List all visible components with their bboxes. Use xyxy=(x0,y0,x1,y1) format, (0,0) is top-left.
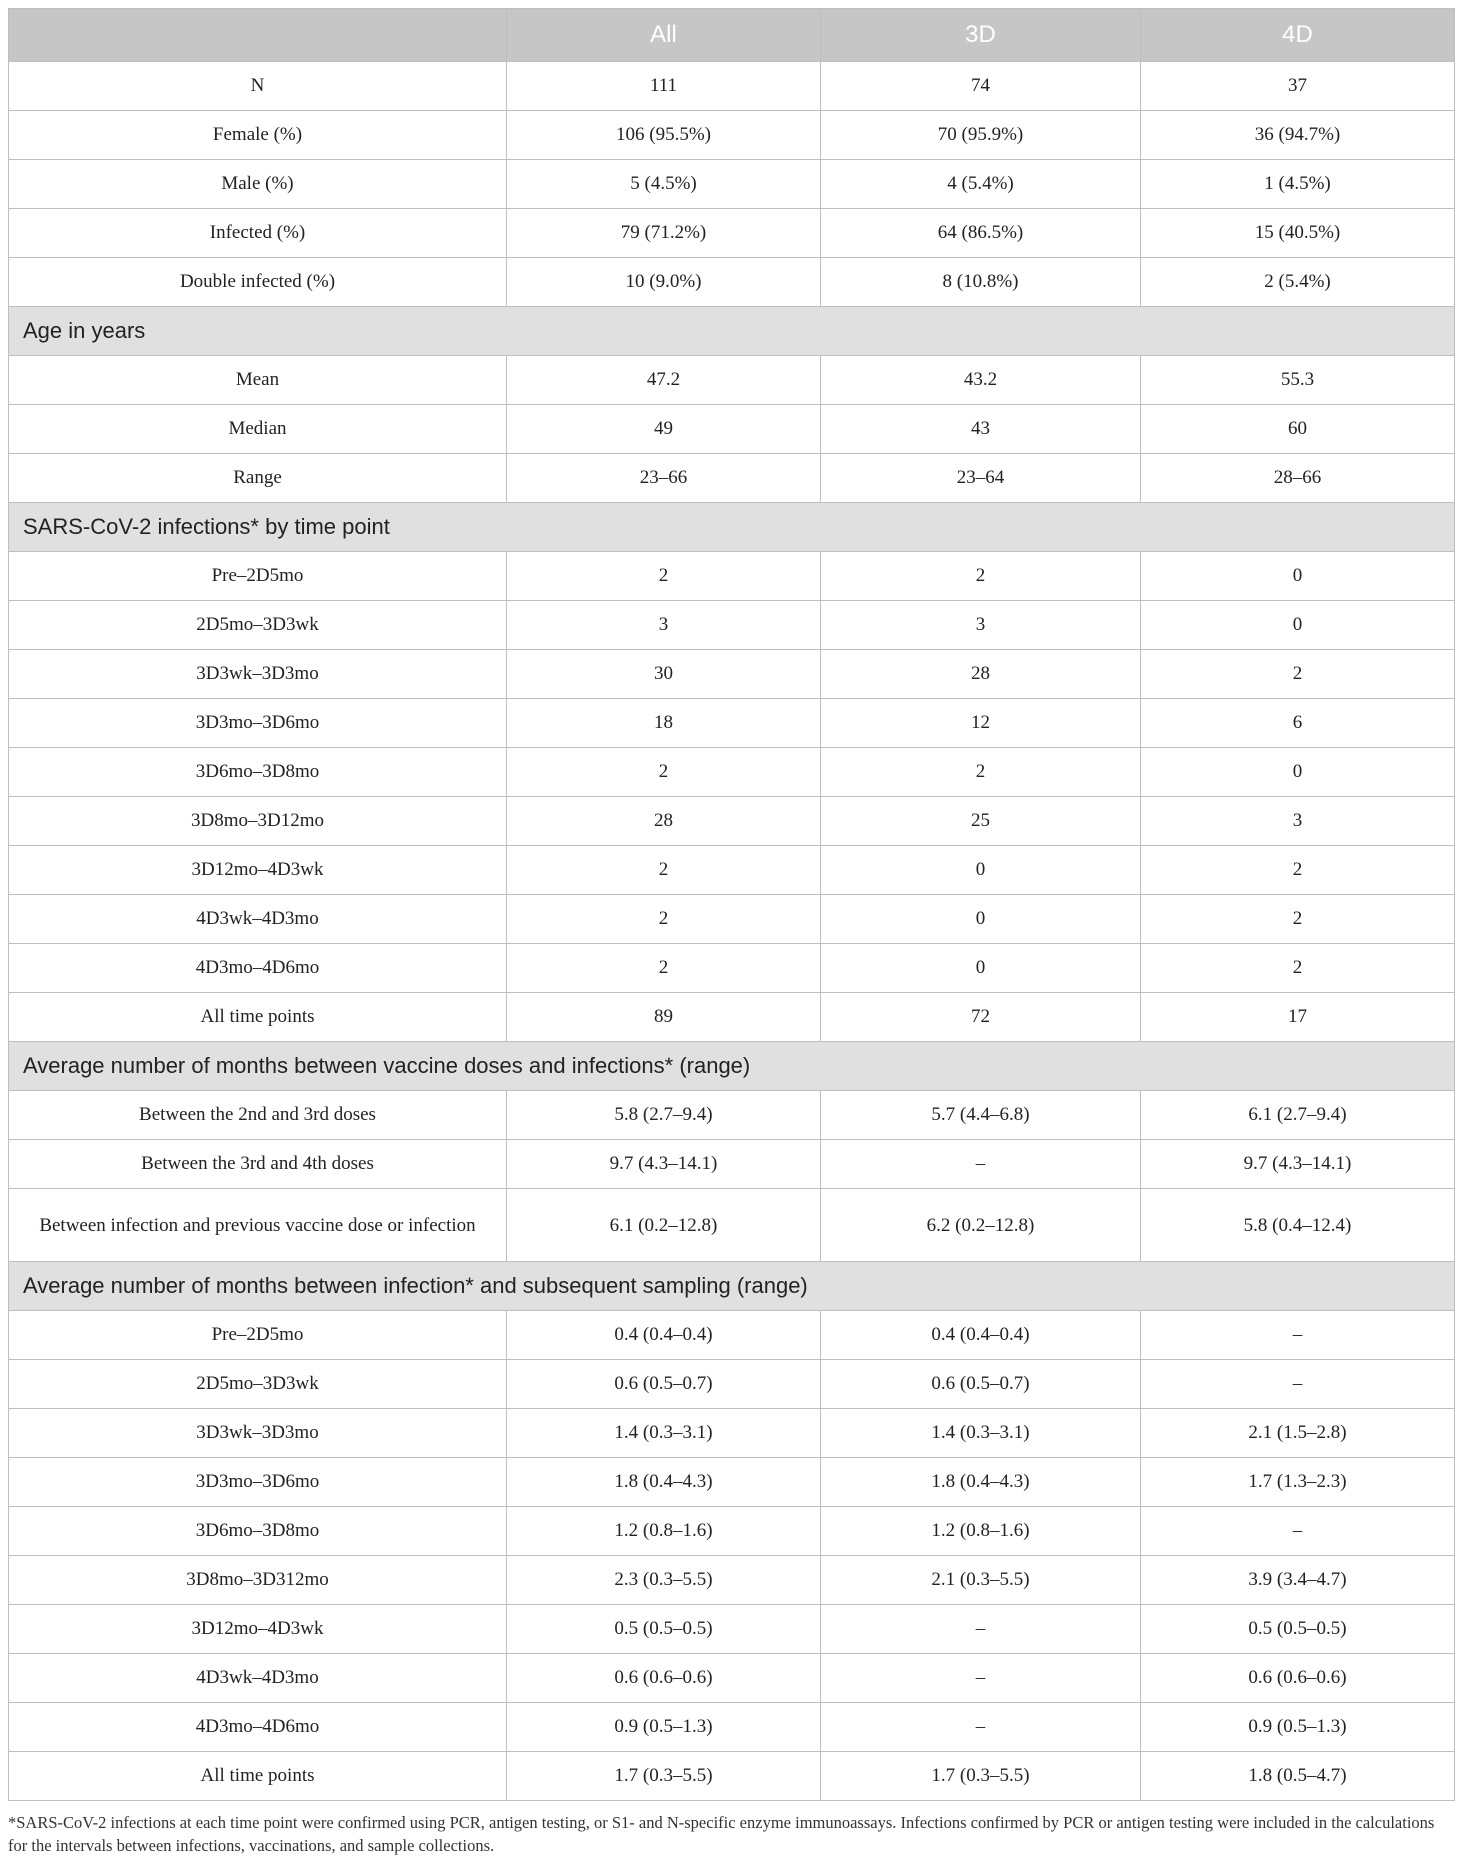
table-row xyxy=(9,1556,1455,1605)
table-row xyxy=(9,1507,1455,1556)
table-body xyxy=(9,62,1455,1801)
value-4d-cell: 1.8 (0.5–4.7) xyxy=(1141,1752,1455,1801)
value-all-cell: 0.6 (0.6–0.6) xyxy=(507,1654,821,1703)
value-all-cell: 2.3 (0.3–5.5) xyxy=(507,1556,821,1605)
value-3d-cell: – xyxy=(821,1140,1141,1189)
table-row xyxy=(9,1311,1455,1360)
value-4d-cell: 0 xyxy=(1141,748,1455,797)
table-row xyxy=(9,160,1455,209)
row-label-cell: 2D5mo–3D3wk xyxy=(9,1360,507,1409)
value-all-cell: 23–66 xyxy=(507,454,821,503)
value-all-cell: 2 xyxy=(507,748,821,797)
table-row xyxy=(9,1189,1455,1262)
header-cell-all: All xyxy=(507,9,821,62)
value-all-cell: 111 xyxy=(507,62,821,111)
value-3d-cell: 0 xyxy=(821,846,1141,895)
value-3d-cell: 1.7 (0.3–5.5) xyxy=(821,1752,1141,1801)
value-4d-cell: 36 (94.7%) xyxy=(1141,111,1455,160)
row-label-cell: 4D3mo–4D6mo xyxy=(9,1703,507,1752)
value-all-cell: 0.9 (0.5–1.3) xyxy=(507,1703,821,1752)
value-4d-cell: 3.9 (3.4–4.7) xyxy=(1141,1556,1455,1605)
row-label-cell: Between the 2nd and 3rd doses xyxy=(9,1091,507,1140)
table-row xyxy=(9,258,1455,307)
value-3d-cell: 6.2 (0.2–12.8) xyxy=(821,1189,1141,1262)
table-header xyxy=(9,9,1455,62)
value-3d-cell: 72 xyxy=(821,993,1141,1042)
value-4d-cell: 0.5 (0.5–0.5) xyxy=(1141,1605,1455,1654)
value-4d-cell: 2 xyxy=(1141,944,1455,993)
value-all-cell: 5.8 (2.7–9.4) xyxy=(507,1091,821,1140)
row-label-cell: Female (%) xyxy=(9,111,507,160)
row-label-cell: Between infection and previous vaccine dose or infection xyxy=(9,1189,507,1262)
row-label-cell: Between the 3rd and 4th doses xyxy=(9,1140,507,1189)
row-label-cell: 3D8mo–3D312mo xyxy=(9,1556,507,1605)
row-label-cell: Median xyxy=(9,405,507,454)
value-3d-cell: 0 xyxy=(821,895,1141,944)
row-label-cell: 2D5mo–3D3wk xyxy=(9,601,507,650)
row-label-cell: 4D3wk–4D3mo xyxy=(9,1654,507,1703)
value-4d-cell: – xyxy=(1141,1360,1455,1409)
table-container xyxy=(8,8,1454,1857)
value-all-cell: 28 xyxy=(507,797,821,846)
row-label-cell: 3D6mo–3D8mo xyxy=(9,1507,507,1556)
value-all-cell: 3 xyxy=(507,601,821,650)
table-row xyxy=(9,111,1455,160)
table-row xyxy=(9,1140,1455,1189)
value-3d-cell: 1.8 (0.4–4.3) xyxy=(821,1458,1141,1507)
section-row xyxy=(9,307,1455,356)
value-4d-cell: 15 (40.5%) xyxy=(1141,209,1455,258)
value-3d-cell: 28 xyxy=(821,650,1141,699)
value-4d-cell: – xyxy=(1141,1507,1455,1556)
table-row xyxy=(9,699,1455,748)
value-4d-cell: 2.1 (1.5–2.8) xyxy=(1141,1409,1455,1458)
value-all-cell: 1.4 (0.3–3.1) xyxy=(507,1409,821,1458)
value-all-cell: 30 xyxy=(507,650,821,699)
value-all-cell: 6.1 (0.2–12.8) xyxy=(507,1189,821,1262)
table-row xyxy=(9,1458,1455,1507)
value-all-cell: 1.2 (0.8–1.6) xyxy=(507,1507,821,1556)
value-3d-cell: 70 (95.9%) xyxy=(821,111,1141,160)
row-label-cell: 3D3mo–3D6mo xyxy=(9,1458,507,1507)
value-3d-cell: – xyxy=(821,1654,1141,1703)
table-row xyxy=(9,1703,1455,1752)
value-3d-cell: – xyxy=(821,1605,1141,1654)
value-3d-cell: 23–64 xyxy=(821,454,1141,503)
value-3d-cell: 12 xyxy=(821,699,1141,748)
value-3d-cell: 4 (5.4%) xyxy=(821,160,1141,209)
table-row xyxy=(9,454,1455,503)
table-row xyxy=(9,944,1455,993)
row-label-cell: All time points xyxy=(9,993,507,1042)
table-row xyxy=(9,1605,1455,1654)
value-4d-cell: 17 xyxy=(1141,993,1455,1042)
value-all-cell: 2 xyxy=(507,846,821,895)
row-label-cell: 4D3mo–4D6mo xyxy=(9,944,507,993)
row-label-cell: Infected (%) xyxy=(9,209,507,258)
section-heading: Age in years xyxy=(9,307,1455,356)
value-all-cell: 0.5 (0.5–0.5) xyxy=(507,1605,821,1654)
value-all-cell: 49 xyxy=(507,405,821,454)
value-3d-cell: 2.1 (0.3–5.5) xyxy=(821,1556,1141,1605)
value-4d-cell: 0 xyxy=(1141,552,1455,601)
value-4d-cell: 9.7 (4.3–14.1) xyxy=(1141,1140,1455,1189)
value-3d-cell: 2 xyxy=(821,748,1141,797)
value-3d-cell: 43.2 xyxy=(821,356,1141,405)
value-3d-cell: 1.4 (0.3–3.1) xyxy=(821,1409,1141,1458)
row-label-cell: 3D3mo–3D6mo xyxy=(9,699,507,748)
value-all-cell: 2 xyxy=(507,552,821,601)
value-all-cell: 1.8 (0.4–4.3) xyxy=(507,1458,821,1507)
footnote: *SARS-CoV-2 infections at each time point were confirmed using PCR, antigen testing, or S1- and N-specific enzyme immunoassays. Infections confirmed by PCR or antigen testing were included in the calculations for the intervals between infections, vaccinations, and sample collections. xyxy=(8,1813,1435,1855)
row-label-cell: Double infected (%) xyxy=(9,258,507,307)
table-row xyxy=(9,797,1455,846)
row-label-cell: Pre–2D5mo xyxy=(9,552,507,601)
value-all-cell: 2 xyxy=(507,944,821,993)
value-3d-cell: 3 xyxy=(821,601,1141,650)
row-label-cell: 3D3wk–3D3mo xyxy=(9,1409,507,1458)
value-3d-cell: 64 (86.5%) xyxy=(821,209,1141,258)
value-4d-cell: 0.6 (0.6–0.6) xyxy=(1141,1654,1455,1703)
table-row xyxy=(9,1091,1455,1140)
table-row xyxy=(9,993,1455,1042)
header-cell-blank xyxy=(9,9,507,62)
value-all-cell: 47.2 xyxy=(507,356,821,405)
table-row xyxy=(9,356,1455,405)
value-3d-cell: 2 xyxy=(821,552,1141,601)
table-row xyxy=(9,1752,1455,1801)
value-all-cell: 9.7 (4.3–14.1) xyxy=(507,1140,821,1189)
value-4d-cell: 55.3 xyxy=(1141,356,1455,405)
value-3d-cell: 8 (10.8%) xyxy=(821,258,1141,307)
value-3d-cell: – xyxy=(821,1703,1141,1752)
value-4d-cell: – xyxy=(1141,1311,1455,1360)
row-label-cell: Pre–2D5mo xyxy=(9,1311,507,1360)
header-row xyxy=(9,9,1455,62)
row-label-cell: 3D8mo–3D12mo xyxy=(9,797,507,846)
value-4d-cell: 2 xyxy=(1141,650,1455,699)
value-3d-cell: 0.6 (0.5–0.7) xyxy=(821,1360,1141,1409)
header-cell-4d: 4D xyxy=(1141,9,1455,62)
value-3d-cell: 43 xyxy=(821,405,1141,454)
value-4d-cell: 37 xyxy=(1141,62,1455,111)
value-3d-cell: 74 xyxy=(821,62,1141,111)
value-4d-cell: 6.1 (2.7–9.4) xyxy=(1141,1091,1455,1140)
table-row xyxy=(9,405,1455,454)
value-all-cell: 0.4 (0.4–0.4) xyxy=(507,1311,821,1360)
row-label-cell: Male (%) xyxy=(9,160,507,209)
value-4d-cell: 2 (5.4%) xyxy=(1141,258,1455,307)
value-all-cell: 5 (4.5%) xyxy=(507,160,821,209)
value-all-cell: 1.7 (0.3–5.5) xyxy=(507,1752,821,1801)
value-4d-cell: 28–66 xyxy=(1141,454,1455,503)
table-row xyxy=(9,650,1455,699)
section-row xyxy=(9,503,1455,552)
value-4d-cell: 2 xyxy=(1141,846,1455,895)
row-label-cell: Range xyxy=(9,454,507,503)
value-all-cell: 2 xyxy=(507,895,821,944)
value-4d-cell: 2 xyxy=(1141,895,1455,944)
section-row xyxy=(9,1262,1455,1311)
table-row xyxy=(9,1360,1455,1409)
section-heading: SARS-CoV-2 infections* by time point xyxy=(9,503,1455,552)
row-label-cell: All time points xyxy=(9,1752,507,1801)
row-label-cell: N xyxy=(9,62,507,111)
table-row xyxy=(9,209,1455,258)
value-4d-cell: 5.8 (0.4–12.4) xyxy=(1141,1189,1455,1262)
table-row xyxy=(9,601,1455,650)
row-label-cell: Mean xyxy=(9,356,507,405)
row-label-cell: 3D3wk–3D3mo xyxy=(9,650,507,699)
table-row xyxy=(9,1654,1455,1703)
value-4d-cell: 1 (4.5%) xyxy=(1141,160,1455,209)
table-row xyxy=(9,895,1455,944)
value-3d-cell: 0 xyxy=(821,944,1141,993)
table-row xyxy=(9,748,1455,797)
row-label-cell: 3D6mo–3D8mo xyxy=(9,748,507,797)
table-row xyxy=(9,552,1455,601)
value-4d-cell: 0.9 (0.5–1.3) xyxy=(1141,1703,1455,1752)
value-3d-cell: 1.2 (0.8–1.6) xyxy=(821,1507,1141,1556)
value-all-cell: 18 xyxy=(507,699,821,748)
table-row xyxy=(9,846,1455,895)
table-row xyxy=(9,62,1455,111)
value-all-cell: 79 (71.2%) xyxy=(507,209,821,258)
value-all-cell: 106 (95.5%) xyxy=(507,111,821,160)
row-label-cell: 4D3wk–4D3mo xyxy=(9,895,507,944)
section-heading: Average number of months between vaccine doses and infections* (range) xyxy=(9,1042,1455,1091)
value-4d-cell: 1.7 (1.3–2.3) xyxy=(1141,1458,1455,1507)
section-heading: Average number of months between infection* and subsequent sampling (range) xyxy=(9,1262,1455,1311)
data-table xyxy=(8,8,1455,1801)
value-all-cell: 0.6 (0.5–0.7) xyxy=(507,1360,821,1409)
value-3d-cell: 0.4 (0.4–0.4) xyxy=(821,1311,1141,1360)
header-cell-3d: 3D xyxy=(821,9,1141,62)
value-all-cell: 89 xyxy=(507,993,821,1042)
section-row xyxy=(9,1042,1455,1091)
row-label-cell: 3D12mo–4D3wk xyxy=(9,1605,507,1654)
value-3d-cell: 25 xyxy=(821,797,1141,846)
value-3d-cell: 5.7 (4.4–6.8) xyxy=(821,1091,1141,1140)
value-4d-cell: 3 xyxy=(1141,797,1455,846)
row-label-cell: 3D12mo–4D3wk xyxy=(9,846,507,895)
value-4d-cell: 6 xyxy=(1141,699,1455,748)
value-4d-cell: 60 xyxy=(1141,405,1455,454)
value-all-cell: 10 (9.0%) xyxy=(507,258,821,307)
table-row xyxy=(9,1409,1455,1458)
value-4d-cell: 0 xyxy=(1141,601,1455,650)
